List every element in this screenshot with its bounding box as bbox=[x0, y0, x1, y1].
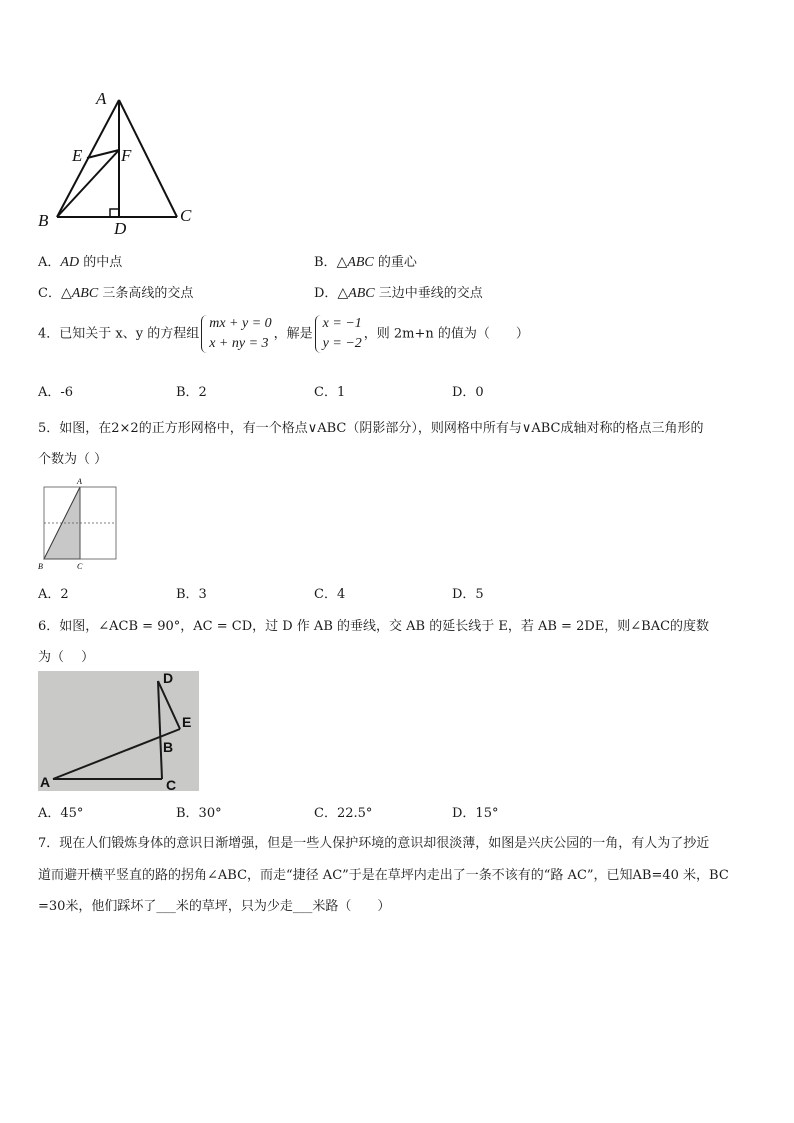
q6-label-c: C bbox=[166, 777, 177, 791]
q5-option-b: B．3 bbox=[176, 587, 207, 602]
q4-option-c: C．1 bbox=[314, 385, 346, 400]
option-math: △ABC bbox=[336, 255, 374, 270]
q5-option-c: C．4 bbox=[314, 587, 346, 602]
q4-mid: ，解是 bbox=[273, 326, 313, 342]
q3-option-b bbox=[314, 251, 417, 271]
q4-prefix: 4．已知关于 x、y 的方程组 bbox=[38, 326, 200, 342]
q7-stem-line2: 道而避开横平竖直的路的拐角∠ABC，而走“捷径 AC”于是在草坪内走出了一条不该有的“路 AC”，已知AB=40 米，BC bbox=[38, 868, 729, 883]
q3-label-b: B bbox=[38, 211, 49, 230]
q4-option-d: D．0 bbox=[452, 385, 484, 400]
option-math: △ABC bbox=[60, 286, 99, 301]
q6-figure-drawing bbox=[38, 671, 199, 791]
q4-suffix: ，则 2m+n 的值为（ ） bbox=[363, 326, 529, 342]
q7-stem-line1: 7．现在人们锻炼身体的意识日渐增强，但是一些人保护环境的意识却很淡薄，如图是兴庆公园的一角，有人为了抄近 bbox=[38, 836, 710, 851]
q4-option-a: A．-6 bbox=[38, 385, 74, 400]
q6-label-d: D bbox=[163, 671, 174, 686]
q6-segment-cd bbox=[158, 681, 162, 779]
q5-stem-line1: 5．如图，在2×2的正方形网格中，有一个格点∨ABC（阴影部分），则网格中所有与∨ABC成轴对称的格点三角形的 bbox=[38, 421, 704, 436]
q3-label-d: D bbox=[114, 219, 127, 238]
q4-brace bbox=[315, 315, 323, 353]
q4-sol2: y = −2 bbox=[322, 336, 362, 351]
option-letter: C． bbox=[38, 286, 61, 301]
q4-brace bbox=[201, 315, 209, 353]
option-text: 的重心 bbox=[377, 255, 417, 270]
q6-option-d: D．15° bbox=[452, 806, 499, 821]
q6-option-c: C．22.5° bbox=[314, 806, 373, 821]
q5-option-d: D．5 bbox=[452, 587, 484, 602]
q5-label-c: C bbox=[77, 562, 83, 571]
q6-segment-de bbox=[158, 681, 180, 729]
q5-grid-figure bbox=[34, 476, 124, 572]
q6-label-a: A bbox=[40, 774, 51, 790]
q4-option-b: B．2 bbox=[176, 385, 207, 400]
option-text: 的中点 bbox=[83, 255, 123, 270]
option-letter: A． bbox=[38, 255, 61, 270]
q6-label-e: E bbox=[182, 714, 192, 730]
q3-option-a bbox=[38, 251, 122, 271]
q4-stem bbox=[38, 314, 529, 355]
q4-sol1: x = −1 bbox=[322, 316, 362, 331]
q4-equation-system bbox=[201, 314, 271, 354]
q5-label-a: A bbox=[77, 477, 82, 486]
option-letter: D． bbox=[314, 286, 338, 301]
q3-option-d bbox=[314, 282, 483, 302]
option-math: AD bbox=[60, 255, 80, 270]
q3-label-f: F bbox=[121, 146, 132, 165]
q6-label-b: B bbox=[163, 739, 174, 755]
q6-photo-figure bbox=[38, 671, 199, 791]
q5-stem-line2: 个数为（ ） bbox=[38, 452, 108, 467]
q3-figure bbox=[30, 82, 210, 242]
q7-stem-line3: =30米，他们踩坏了___米的草坪，只为少走___米路（ ） bbox=[38, 899, 391, 914]
q3-label-c: C bbox=[180, 206, 192, 225]
option-letter: B． bbox=[314, 255, 337, 270]
option-text: 三条高线的交点 bbox=[102, 286, 194, 301]
q5-label-b: B bbox=[38, 562, 43, 571]
option-math: △ABC bbox=[337, 286, 375, 301]
q5-option-a: A．2 bbox=[38, 587, 69, 602]
q4-eq1: mx + y = 0 bbox=[209, 316, 272, 331]
q4-eq2: x + ny = 3 bbox=[209, 336, 269, 351]
q3-right-angle-mark bbox=[110, 209, 119, 217]
q6-option-a: A．45° bbox=[38, 806, 84, 821]
q6-option-b: B．30° bbox=[176, 806, 222, 821]
q4-solution-system bbox=[315, 314, 362, 354]
q3-label-e: E bbox=[72, 146, 83, 165]
q6-stem-line1: 6．如图，∠ACB = 90°，AC = CD，过 D 作 AB 的垂线，交 AB 的延长线于 E，若 AB = 2DE，则∠BAC的度数 bbox=[38, 619, 710, 634]
q6-stem-line2: 为（ ） bbox=[38, 650, 95, 665]
q3-label-a: A bbox=[96, 89, 107, 108]
q3-option-c bbox=[38, 282, 193, 302]
option-text: 三边中垂线的交点 bbox=[378, 286, 483, 301]
